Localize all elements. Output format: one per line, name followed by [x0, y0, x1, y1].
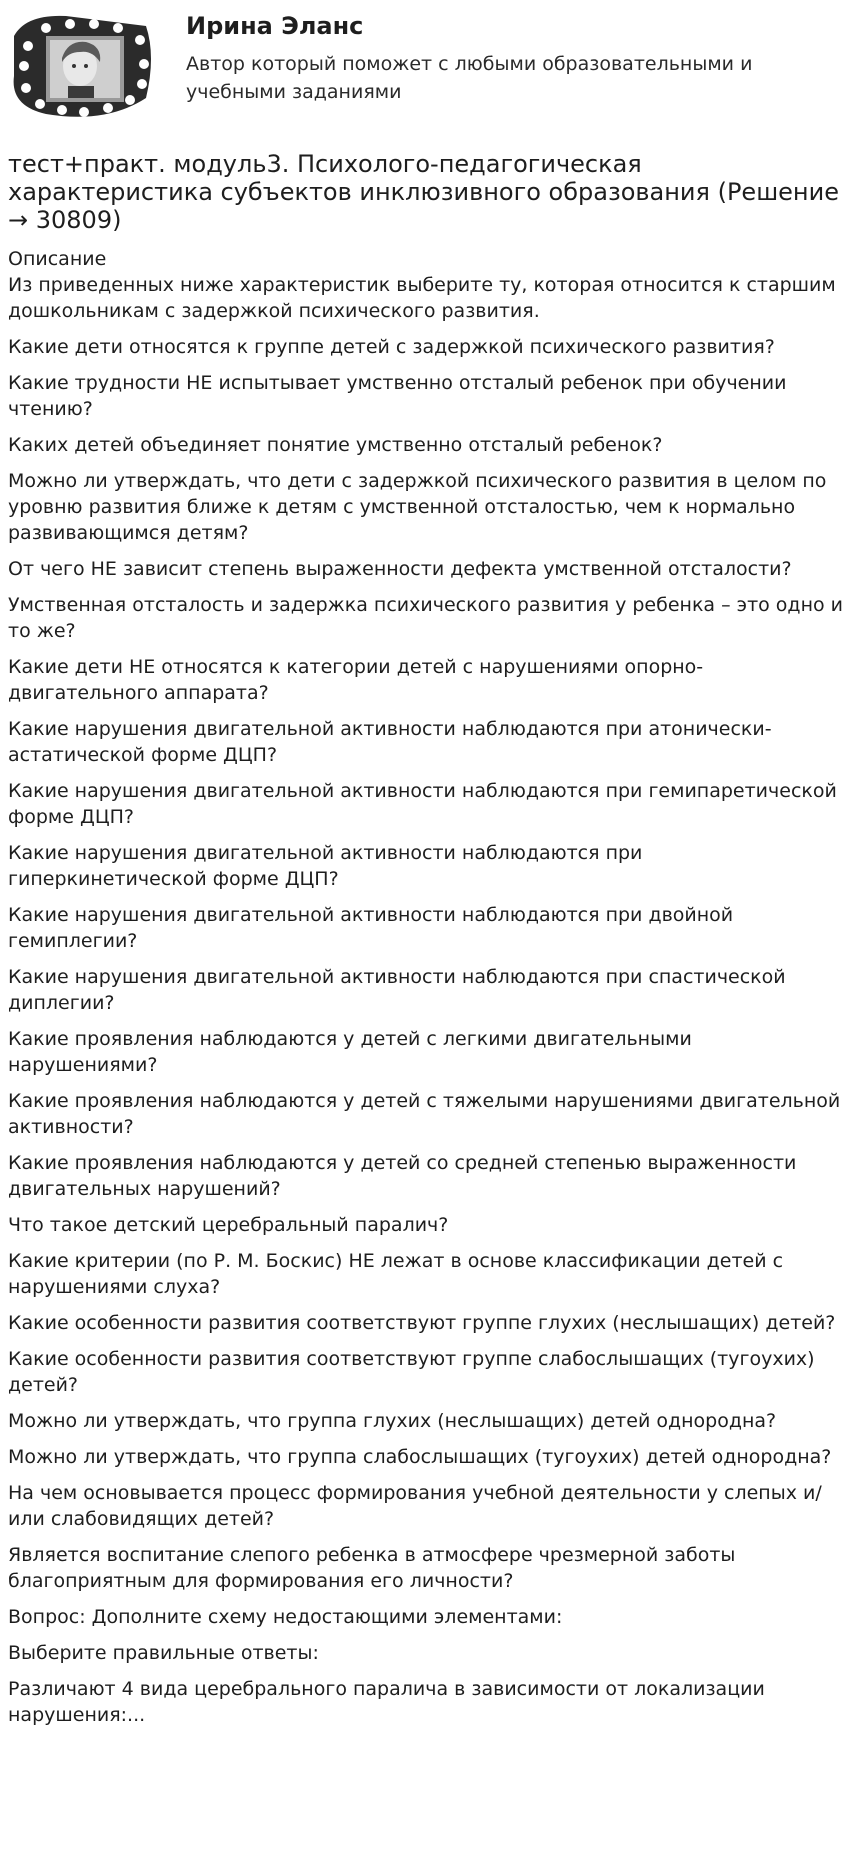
question-item: Какие нарушения двигательной активности наблюдаются при гиперкинетической форме ДЦП? — [8, 842, 643, 890]
question-item: Из приведенных ниже характеристик выберите ту, которая относится к старшим дошкольникам с задержкой психического развития. — [8, 274, 836, 322]
question-item: Выберите правильные ответы: — [8, 1642, 319, 1664]
page-title: тест+практ. модуль3. Психолого-педагогическая характеристика субъектов инклюзивного образования (Решение → 30809) — [8, 150, 839, 234]
question-item: Какие проявления наблюдаются у детей с легкими двигательными нарушениями? — [8, 1028, 692, 1076]
question-item: Вопрос: Дополните схему недостающими элементами: — [8, 1606, 563, 1628]
question-item: Что такое детский церебральный паралич? — [8, 1214, 449, 1236]
author-description: Автор который поможет с любыми образовательными и учебными заданиями — [186, 53, 753, 103]
question-item: Умственная отсталость и задержка психического развития у ребенка – это одно и то же? — [8, 594, 844, 642]
question-item: Каких детей объединяет понятие умственно отсталый ребенок? — [8, 434, 663, 456]
question-item: Можно ли утверждать, что группа глухих (неслышащих) детей однородна? — [8, 1410, 777, 1432]
question-item: Различают 4 вида церебрального паралича в зависимости от локализации нарушения:... — [8, 1678, 765, 1726]
author-name[interactable]: Ирина Эланс — [186, 12, 364, 40]
question-item: Можно ли утверждать, что группа слабослышащих (тугоухих) детей однородна? — [8, 1446, 832, 1468]
question-item: Какие проявления наблюдаются у детей с тяжелыми нарушениями двигательной активности? — [8, 1090, 841, 1138]
question-item: Какие нарушения двигательной активности наблюдаются при атонически-астатической форме ДЦП? — [8, 718, 772, 766]
question-item: Какие трудности НЕ испытывает умственно отсталый ребенок при обучении чтению? — [8, 372, 787, 420]
question-item: Какие критерии (по Р. М. Боскис) НЕ лежат в основе классификации детей с нарушениями слуха? — [8, 1250, 784, 1298]
description-label: Описание — [8, 248, 107, 270]
question-item: Какие нарушения двигательной активности наблюдаются при двойной гемиплегии? — [8, 904, 734, 952]
question-item: От чего НЕ зависит степень выраженности дефекта умственной отсталости? — [8, 558, 792, 580]
question-item: Можно ли утверждать, что дети с задержкой психического развития в целом по уровню развития ближе к детям с умственной отсталостью, чем к нормально развивающимся детям? — [8, 470, 827, 544]
question-item: Какие нарушения двигательной активности наблюдаются при спастической диплегии? — [8, 966, 786, 1014]
question-item: Какие особенности развития соответствуют группе глухих (неслышащих) детей? — [8, 1312, 836, 1334]
question-item: Какие дети относятся к группе детей с задержкой психического развития? — [8, 336, 775, 358]
question-item: Является воспитание слепого ребенка в атмосфере чрезмерной заботы благоприятным для формирования его личности? — [8, 1544, 736, 1592]
question-item: Какие нарушения двигательной активности наблюдаются при гемипаретической форме ДЦП? — [8, 780, 837, 828]
question-list — [8, 272, 844, 1728]
question-item: На чем основывается процесс формирования учебной деятельности у слепых и/или слабовидящих детей? — [8, 1482, 822, 1530]
question-item: Какие особенности развития соответствуют группе слабослышащих (тугоухих) детей? — [8, 1348, 815, 1396]
question-item: Какие дети НЕ относятся к категории детей с нарушениями опорно-двигательного аппарата? — [8, 656, 704, 704]
author-card — [0, 0, 847, 140]
question-item: Какие проявления наблюдаются у детей со средней степенью выраженности двигательных нарушений? — [8, 1152, 797, 1200]
film-strip-portrait-icon — [6, 6, 156, 126]
